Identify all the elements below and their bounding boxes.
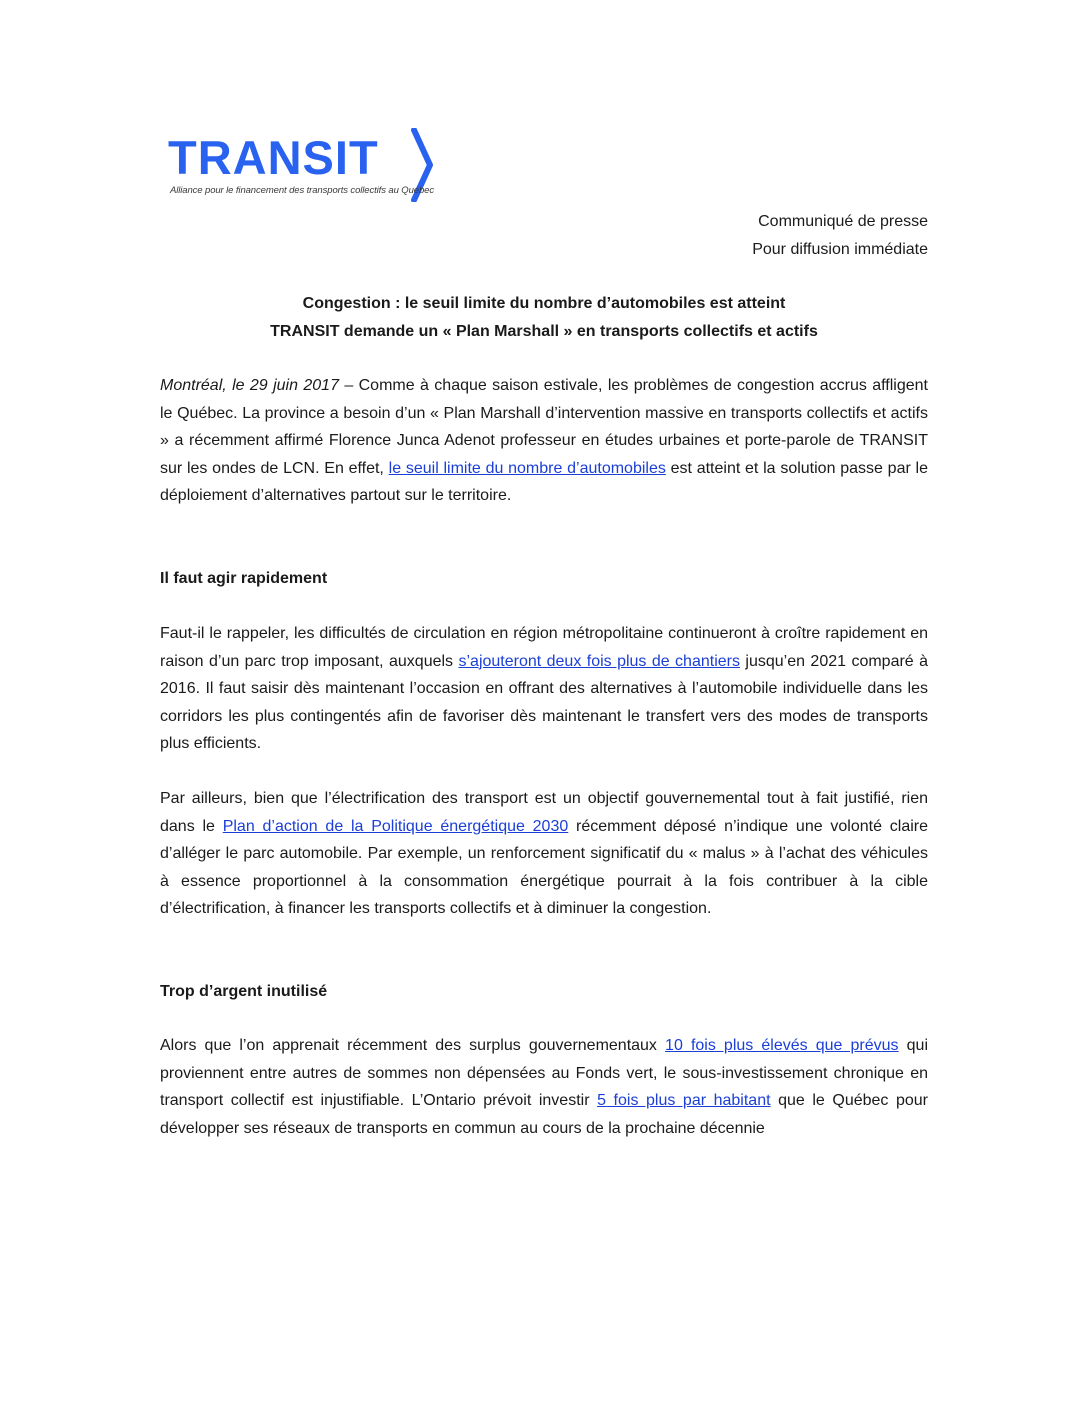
intro-text-b: est atteint et la solution passe par le déploiement d’alternatives partout sur le territoire. xyxy=(160,459,929,504)
electrification-text-a: Par ailleurs, bien que l’électrification des transport est un objectif gouvernemental tout à fait justifié, rien dans le xyxy=(160,790,928,835)
release-timing-label: Pour diffusion immédiate xyxy=(752,241,928,258)
logo-tagline: Alliance pour le financement des transports collectifs au Québec xyxy=(170,185,434,196)
paragraph-agir xyxy=(160,620,928,758)
link-surplus[interactable]: 10 fois plus élevés que prévus xyxy=(665,1037,899,1054)
section-heading-agir: Il faut agir rapidement xyxy=(160,570,328,587)
intro-paragraph xyxy=(160,372,928,510)
section-heading-argent: Trop d’argent inutilisé xyxy=(160,983,328,1000)
page-title xyxy=(160,290,928,346)
argent-text-a: Alors que l’on apprenait récemment des surplus gouvernementaux xyxy=(160,1037,666,1054)
title-line-2: TRANSIT demande un « Plan Marshall » en transports collectifs et actifs xyxy=(270,323,818,340)
link-chantiers[interactable]: s’ajouteront deux fois plus de chantiers xyxy=(458,652,740,670)
intro-text-a: Comme à chaque saison estivale, les problèmes de congestion accrus affligent le Québec. La province a besoin d’un « Plan Marshall d’intervention massive en transports collectifs et actifs » a récemment affirmé Florence Junca Adenot professeur en études urbaines et porte-parole de TRANSIT sur les ondes de LCN. En effet, xyxy=(160,377,928,477)
paragraph-argent xyxy=(160,1032,928,1142)
electrification-text-b: récemment déposé n’indique une volonté claire d’alléger le parc automobile. Par exemple, un renforcement significatif du « malus » à l’achat des véhicules à essence proportionnel à la consommation énergétique pourrait à la fois contribuer à la cible d’électrification, à financer les transports collectifs et à diminuer la congestion. xyxy=(160,817,929,917)
link-par-habitant[interactable]: 5 fois plus par habitant xyxy=(597,1092,771,1109)
logo-wordmark: TRANSIT xyxy=(168,131,379,184)
argent-text-c: que le Québec pour développer ses réseaux de transports en commun au cours de la prochaine décennie xyxy=(160,1092,928,1137)
agir-text-b: jusqu’en 2021 comparé à 2016. Il faut saisir dès maintenant l’occasion en offrant des alternatives à l’automobile individuelle dans les corridors les plus contingentés afin de favoriser dès maintenant le transfert vers des modes de transports plus efficients. xyxy=(160,652,929,752)
paragraph-electrification xyxy=(160,785,928,923)
link-plan-action[interactable]: Plan d’action de la Politique énergétique 2030 xyxy=(222,817,569,835)
link-seuil-limite[interactable]: le seuil limite du nombre d’automobiles xyxy=(388,459,666,477)
press-release-header xyxy=(752,208,928,264)
press-release-label: Communiqué de presse xyxy=(758,213,928,230)
title-line-1: Congestion : le seuil limite du nombre d’automobiles est atteint xyxy=(302,295,786,312)
dateline: Montréal, le 29 juin 2017 – xyxy=(160,377,354,394)
argent-text-b: qui proviennent entre autres de sommes non dépensées au Fonds vert, le sous-investissement chronique en transport collectif est injustifiable. L’Ontario prévoit investir xyxy=(160,1037,929,1109)
transit-logo xyxy=(168,128,438,208)
agir-text-a: Faut-il le rappeler, les difficultés de circulation en région métropolitaine continueront à croître rapidement en raison d’un parc trop imposant, auxquels xyxy=(160,625,928,670)
